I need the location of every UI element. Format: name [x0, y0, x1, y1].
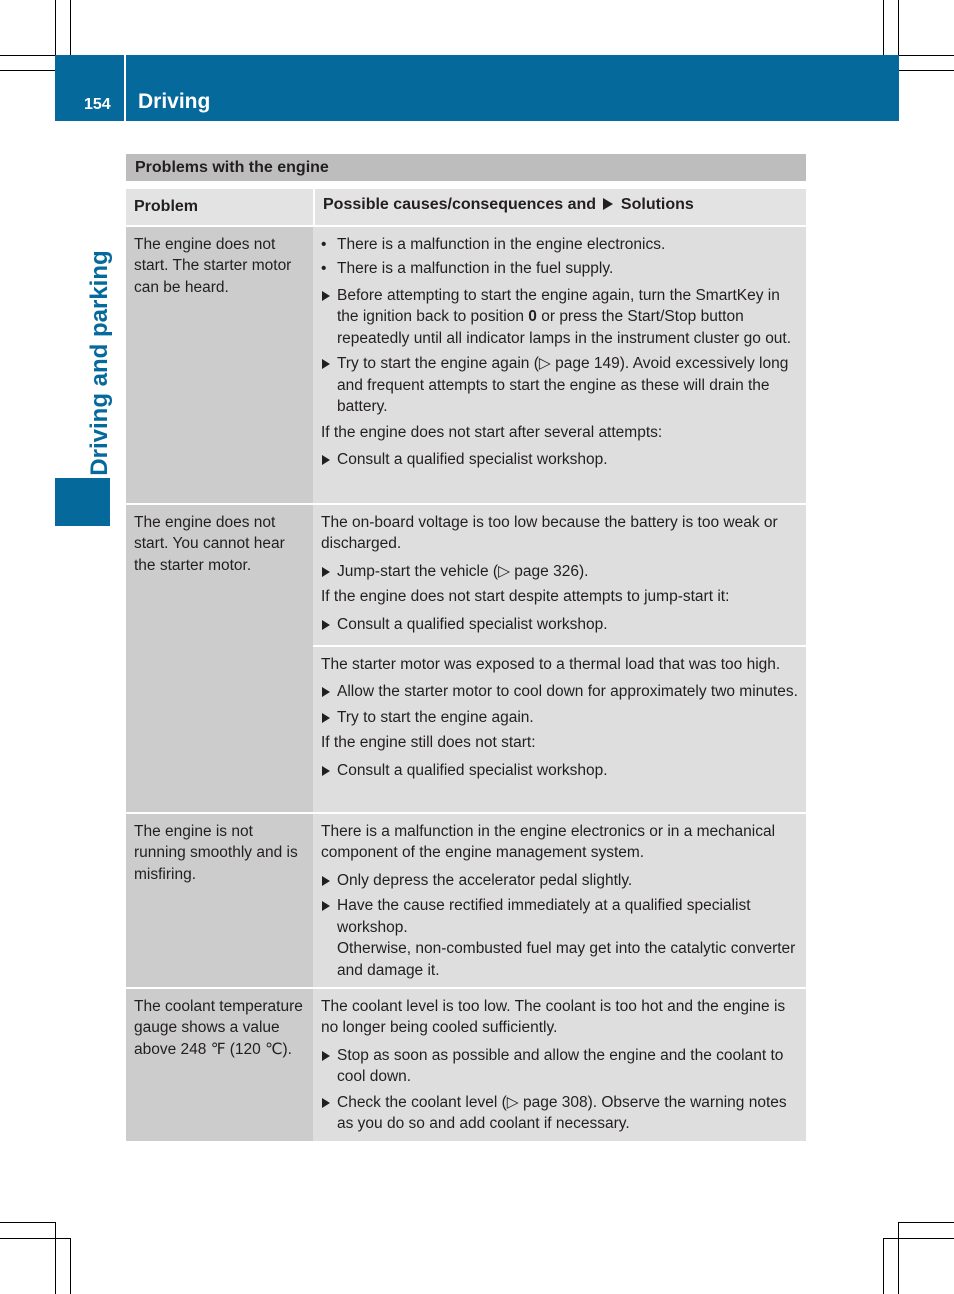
table-row — [126, 505, 806, 812]
action-arrow-icon — [322, 1051, 330, 1061]
crop-mark — [899, 70, 954, 71]
solutions-cell — [313, 227, 806, 503]
column-header-solutions-suffix: Solutions — [620, 196, 694, 213]
solution-block — [313, 814, 806, 987]
crop-mark — [883, 1238, 884, 1294]
side-tab-marker — [55, 478, 110, 526]
action-item: Jump-start the vehicle (▷ page 326). — [321, 561, 798, 583]
cause-text: There is a malfunction in the engine electronics or in a mechanical component of the engine management system. — [321, 822, 776, 861]
action-item: Allow the starter motor to cool down for approximately two minutes. — [321, 681, 798, 703]
crop-mark — [0, 70, 55, 71]
action-item: Only depress the accelerator pedal slightly. — [321, 870, 798, 892]
action-item: Try to start the engine again (▷ page 149). Avoid excessively long and frequent attempts to start the engine as these will drain the battery. — [321, 353, 798, 418]
condition-text: If the engine does not start despite attempts to jump-start it: — [321, 588, 730, 605]
crop-mark — [898, 0, 899, 55]
condition-text: If the engine still does not start: — [321, 734, 536, 751]
column-header-solutions — [315, 189, 806, 225]
action-item: Consult a qualified specialist workshop. — [321, 760, 798, 782]
crop-mark — [70, 0, 71, 55]
table-header-row — [126, 189, 806, 225]
page-number: 154 — [84, 96, 111, 113]
action-item: Before attempting to start the engine again, turn the SmartKey in the ignition back to position 0 or press the Start/Stop button repeatedly until all indicator lamps in the instrument cluster go out. — [321, 285, 798, 350]
action-item: Have the cause rectified immediately at a qualified specialist workshop. Otherwise, non-combusted fuel may get into the catalytic converter and damage it. — [321, 895, 798, 981]
section-title: Problems with the engine — [126, 154, 806, 181]
side-tab-label: Driving and parking — [86, 250, 113, 476]
crop-mark — [0, 1222, 55, 1223]
column-header-solutions-label: Possible causes/consequences and — [323, 196, 597, 213]
cause-text: The starter motor was exposed to a thermal load that was too high. — [321, 655, 781, 673]
cause-item: • There is a malfunction in the engine electronics. — [321, 234, 798, 256]
action-item: Consult a qualified specialist workshop. — [321, 614, 798, 636]
solution-block — [313, 227, 806, 503]
action-item: Consult a qualified specialist workshop. — [321, 449, 798, 471]
action-arrow-icon — [603, 198, 613, 210]
action-arrow-icon — [322, 455, 330, 465]
bullet-icon: • — [321, 260, 327, 277]
problem-cell: The engine does not start. The starter motor can be heard. — [126, 227, 313, 503]
solutions-cell — [313, 989, 806, 1141]
cause-item: • There is a malfunction in the fuel supply. — [321, 258, 798, 280]
action-arrow-icon — [322, 567, 330, 577]
consequence-text: Otherwise, non-combusted fuel may get into the catalytic converter and damage it. — [337, 940, 796, 979]
action-arrow-icon — [322, 1098, 330, 1108]
action-arrow-icon — [322, 291, 330, 301]
condition-text: If the engine does not start after several attempts: — [321, 423, 663, 441]
solutions-cell — [313, 814, 806, 987]
crop-mark — [883, 1238, 954, 1239]
solutions-cell — [313, 505, 806, 812]
problem-cell: The engine is not running smoothly and is misfiring. — [126, 814, 313, 987]
crop-mark — [0, 1238, 70, 1239]
crop-mark — [883, 0, 884, 55]
action-item: Try to start the engine again. — [321, 707, 798, 729]
cause-text: The coolant level is too low. The coolant is too hot and the engine is no longer being cooled sufficiently. — [321, 997, 786, 1036]
solution-block — [313, 989, 806, 1141]
action-arrow-icon — [322, 876, 330, 886]
action-item: Stop as soon as possible and allow the engine and the coolant to cool down. — [321, 1045, 798, 1088]
table-row — [126, 227, 806, 503]
action-arrow-icon — [322, 901, 330, 911]
action-arrow-icon — [322, 620, 330, 630]
crop-mark — [70, 1238, 71, 1294]
crop-mark — [55, 0, 56, 55]
cause-text: The on-board voltage is too low because the battery is too weak or discharged. — [321, 513, 778, 552]
header-divider — [124, 55, 126, 121]
bullet-icon: • — [321, 235, 327, 253]
problem-cell: The engine does not start. You cannot hear the starter motor. — [126, 505, 313, 812]
problems-table — [126, 154, 806, 1141]
crop-mark — [899, 1222, 954, 1223]
crop-mark — [55, 1222, 56, 1294]
solution-block — [313, 505, 806, 645]
chapter-title: Driving — [138, 90, 211, 113]
action-item: Check the coolant level (▷ page 308). Observe the warning notes as you do so and add coolant if necessary. — [321, 1092, 798, 1135]
table-row — [126, 989, 806, 1141]
crop-mark — [899, 55, 954, 56]
table-row — [126, 814, 806, 987]
action-arrow-icon — [322, 713, 330, 723]
action-arrow-icon — [322, 766, 330, 776]
crop-mark — [0, 55, 55, 56]
problem-cell: The coolant temperature gauge shows a value above 248 ℉ (120 ℃). — [126, 989, 313, 1141]
action-arrow-icon — [322, 359, 330, 369]
solution-block — [313, 647, 806, 812]
action-arrow-icon — [322, 687, 330, 697]
column-header-problem: Problem — [126, 189, 313, 225]
crop-mark — [898, 1222, 899, 1294]
